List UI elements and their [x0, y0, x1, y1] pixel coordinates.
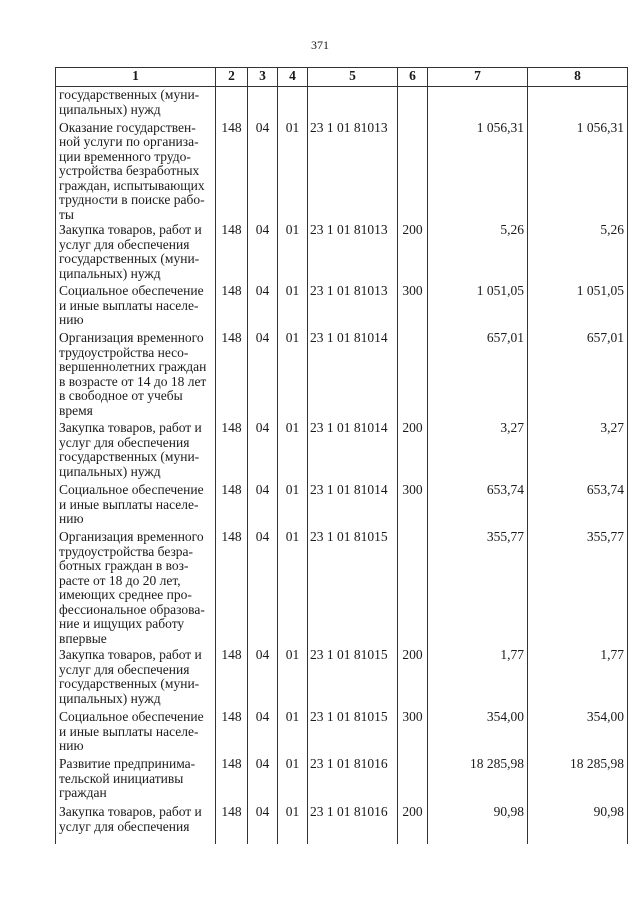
cell-amount-1: 1 051,05	[428, 283, 528, 330]
cell-amount-1: 653,74	[428, 482, 528, 529]
cell-amount-2: 653,74	[528, 482, 628, 529]
cell-target-article: 23 1 01 81014	[308, 482, 398, 529]
cell-name: Социальное обеспечение и иные выплаты населе- нию	[56, 283, 216, 330]
cell-section	[248, 87, 278, 120]
cell-section: 04	[248, 482, 278, 529]
cell-target-article: 23 1 01 81014	[308, 330, 398, 420]
cell-subsection: 01	[278, 529, 308, 647]
cell-admin-code: 148	[216, 756, 248, 804]
cell-expense-type: 200	[398, 420, 428, 482]
header-col-5: 5	[308, 68, 398, 87]
cell-target-article: 23 1 01 81015	[308, 647, 398, 709]
cell-amount-1: 3,27	[428, 420, 528, 482]
cell-target-article: 23 1 01 81013	[308, 120, 398, 223]
cell-subsection: 01	[278, 420, 308, 482]
cell-subsection: 01	[278, 330, 308, 420]
cell-amount-1: 657,01	[428, 330, 528, 420]
cell-amount-1: 5,26	[428, 222, 528, 283]
header-col-1: 1	[56, 68, 216, 87]
table-body	[56, 87, 628, 845]
cell-target-article: 23 1 01 81014	[308, 420, 398, 482]
cell-target-article	[308, 87, 398, 120]
cell-admin-code: 148	[216, 283, 248, 330]
cell-amount-2: 1 056,31	[528, 120, 628, 223]
cell-amount-2: 354,00	[528, 709, 628, 756]
table-row	[56, 330, 628, 420]
table-row	[56, 756, 628, 804]
cell-section: 04	[248, 804, 278, 844]
cell-admin-code	[216, 87, 248, 120]
header-col-6: 6	[398, 68, 428, 87]
cell-section: 04	[248, 529, 278, 647]
table-row	[56, 804, 628, 844]
cell-admin-code: 148	[216, 709, 248, 756]
cell-expense-type: 300	[398, 709, 428, 756]
cell-amount-1: 18 285,98	[428, 756, 528, 804]
cell-amount-1: 354,00	[428, 709, 528, 756]
cell-section: 04	[248, 420, 278, 482]
cell-expense-type: 200	[398, 647, 428, 709]
cell-target-article: 23 1 01 81013	[308, 283, 398, 330]
table-row	[56, 482, 628, 529]
cell-subsection: 01	[278, 120, 308, 223]
header-col-4: 4	[278, 68, 308, 87]
header-col-7: 7	[428, 68, 528, 87]
cell-subsection: 01	[278, 647, 308, 709]
cell-amount-2: 1,77	[528, 647, 628, 709]
table-row	[56, 222, 628, 283]
cell-name: Социальное обеспечение и иные выплаты населе- нию	[56, 709, 216, 756]
cell-amount-2: 3,27	[528, 420, 628, 482]
header-row	[56, 68, 628, 87]
cell-amount-2	[528, 87, 628, 120]
cell-name: Организация временного трудоустройства несо- вершеннолетних граждан в возрасте от 14 до 18 лет в свободное от учебы время	[56, 330, 216, 420]
cell-name: Закупка товаров, работ и услуг для обеспечения государственных (муни- ципальных) нужд	[56, 420, 216, 482]
header-col-2: 2	[216, 68, 248, 87]
cell-subsection	[278, 87, 308, 120]
cell-subsection: 01	[278, 756, 308, 804]
table-row	[56, 420, 628, 482]
cell-amount-2: 90,98	[528, 804, 628, 844]
table-row	[56, 529, 628, 647]
cell-admin-code: 148	[216, 804, 248, 844]
cell-subsection: 01	[278, 804, 308, 844]
cell-section: 04	[248, 756, 278, 804]
cell-amount-2: 5,26	[528, 222, 628, 283]
cell-admin-code: 148	[216, 420, 248, 482]
cell-admin-code: 148	[216, 330, 248, 420]
cell-target-article: 23 1 01 81015	[308, 709, 398, 756]
cell-section: 04	[248, 283, 278, 330]
cell-section: 04	[248, 330, 278, 420]
table-row	[56, 709, 628, 756]
cell-amount-1: 90,98	[428, 804, 528, 844]
cell-expense-type	[398, 529, 428, 647]
header-col-3: 3	[248, 68, 278, 87]
cell-name: Организация временного трудоустройства безра- ботных граждан в воз- расте от 18 до 20 лет, имеющих среднее про- фессиональное образова- ние и ищущих работу впервые	[56, 529, 216, 647]
cell-target-article: 23 1 01 81015	[308, 529, 398, 647]
cell-name: Закупка товаров, работ и услуг для обеспечения	[56, 804, 216, 844]
cell-target-article: 23 1 01 81013	[308, 222, 398, 283]
cell-amount-2: 657,01	[528, 330, 628, 420]
cell-expense-type: 300	[398, 283, 428, 330]
cell-name: Закупка товаров, работ и услуг для обеспечения государственных (муни- ципальных) нужд	[56, 647, 216, 709]
cell-expense-type: 200	[398, 804, 428, 844]
cell-name: Развитие предпринима- тельской инициативы граждан	[56, 756, 216, 804]
cell-name: государственных (муни- ципальных) нужд	[56, 87, 216, 120]
table-row	[56, 120, 628, 223]
cell-name: Социальное обеспечение и иные выплаты населе- нию	[56, 482, 216, 529]
cell-amount-2: 18 285,98	[528, 756, 628, 804]
cell-amount-1: 1,77	[428, 647, 528, 709]
cell-expense-type	[398, 330, 428, 420]
table-row	[56, 283, 628, 330]
cell-expense-type	[398, 120, 428, 223]
cell-subsection: 01	[278, 482, 308, 529]
cell-admin-code: 148	[216, 529, 248, 647]
cell-admin-code: 148	[216, 482, 248, 529]
table-row	[56, 647, 628, 709]
budget-table	[55, 67, 628, 844]
cell-section: 04	[248, 709, 278, 756]
cell-section: 04	[248, 222, 278, 283]
cell-expense-type: 300	[398, 482, 428, 529]
cell-subsection: 01	[278, 222, 308, 283]
cell-section: 04	[248, 120, 278, 223]
header-col-8: 8	[528, 68, 628, 87]
cell-name: Оказание государствен- ной услуги по организа- ции временного трудо- устройства безработных граждан, испытывающих трудности в поиске рабо- ты	[56, 120, 216, 223]
table-row	[56, 87, 628, 120]
cell-amount-1: 355,77	[428, 529, 528, 647]
cell-admin-code: 148	[216, 222, 248, 283]
cell-amount-2: 1 051,05	[528, 283, 628, 330]
cell-subsection: 01	[278, 283, 308, 330]
cell-amount-1	[428, 87, 528, 120]
cell-name: Закупка товаров, работ и услуг для обеспечения государственных (муни- ципальных) нужд	[56, 222, 216, 283]
cell-admin-code: 148	[216, 647, 248, 709]
cell-amount-1: 1 056,31	[428, 120, 528, 223]
cell-section: 04	[248, 647, 278, 709]
cell-target-article: 23 1 01 81016	[308, 804, 398, 844]
page-number: 371	[311, 38, 329, 52]
table-header	[56, 68, 628, 87]
cell-expense-type: 200	[398, 222, 428, 283]
cell-expense-type	[398, 756, 428, 804]
cell-expense-type	[398, 87, 428, 120]
cell-target-article: 23 1 01 81016	[308, 756, 398, 804]
cell-admin-code: 148	[216, 120, 248, 223]
cell-subsection: 01	[278, 709, 308, 756]
cell-amount-2: 355,77	[528, 529, 628, 647]
